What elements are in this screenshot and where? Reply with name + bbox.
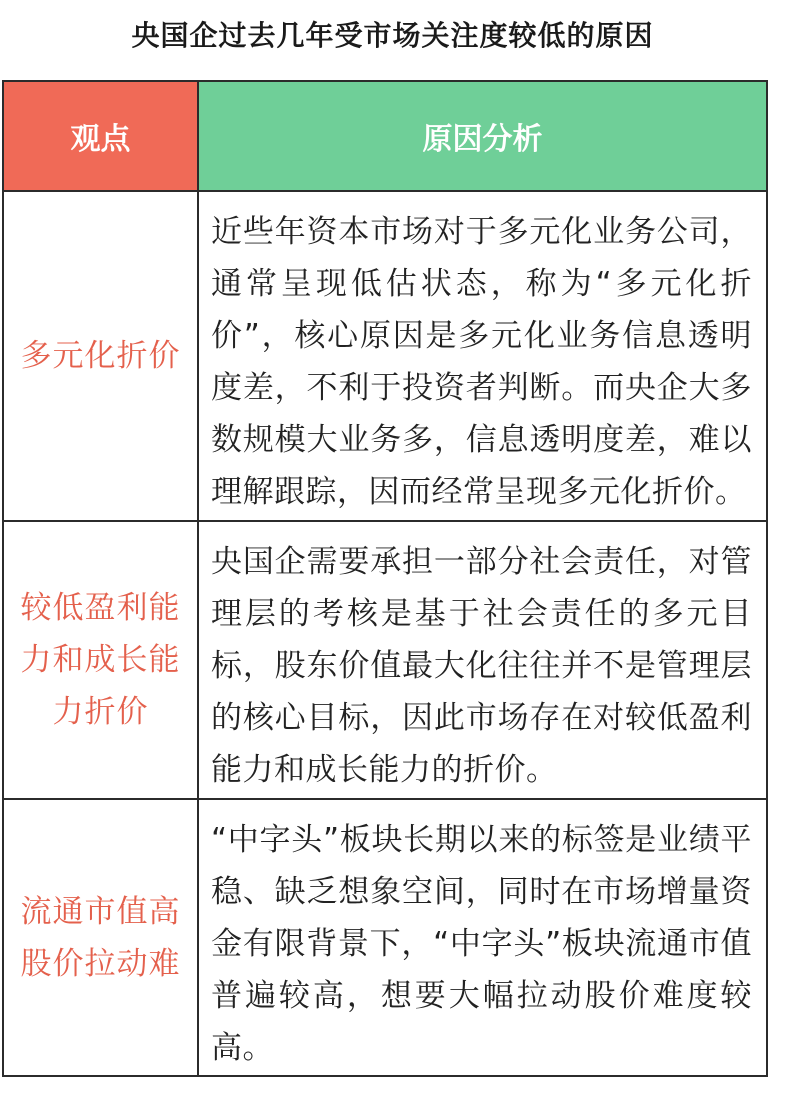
table-row	[4, 192, 766, 522]
viewpoint-cell	[4, 800, 199, 1075]
viewpoint-cell	[4, 192, 199, 520]
viewpoint-text: 流通市值高股价拉动难	[20, 893, 181, 982]
analysis-cell	[199, 522, 766, 798]
analysis-cell	[199, 800, 766, 1075]
header-viewpoint: 观点	[4, 82, 199, 192]
analysis-text: 央国企需要承担一部分社会责任，对管理层的考核是基于社会责任的多元目标，股东价值最大化往往并不是管理层的核心目标，因此市场存在对较低盈利能力和成长能力的折价。	[211, 544, 752, 788]
table-row	[4, 800, 766, 1075]
analysis-cell	[199, 192, 766, 520]
page-title: 央国企过去几年受市场关注度较低的原因	[131, 19, 654, 52]
analysis-text: 近些年资本市场对于多元化业务公司，通常呈现低估状态，称为“多元化折价”，核心原因是多元化业务信息透明度差，不利于投资者判断。而央企大多数规模大业务多，信息透明度差，难以理解跟踪，因而经常呈现多元化折价。	[211, 214, 752, 510]
viewpoint-cell	[4, 522, 199, 798]
table-row	[4, 522, 766, 800]
viewpoint-text: 多元化折价	[20, 338, 181, 374]
header-analysis: 原因分析	[199, 82, 766, 192]
analysis-text: “中字头”板块长期以来的标签是业绩平稳、缺乏想象空间，同时在市场增量资金有限背景下，“中字头”板块流通市值普遍较高，想要大幅拉动股价难度较高。	[211, 822, 752, 1066]
viewpoint-text: 较低盈利能力和成长能力折价	[20, 590, 181, 730]
reasons-table	[2, 80, 768, 1077]
